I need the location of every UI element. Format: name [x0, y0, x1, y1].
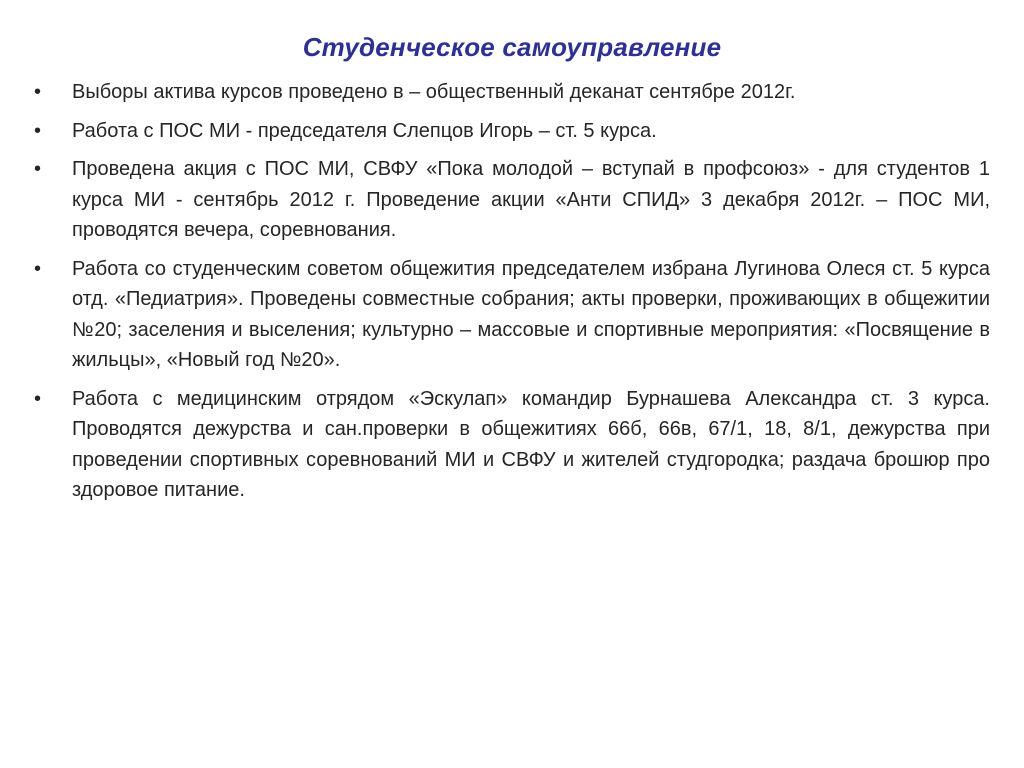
bullet-marker: •: [34, 119, 42, 142]
bullet-item: [34, 154, 990, 246]
bullet-text: Работа с медицинским отрядом «Эскулап» командир Бурнашева Александра ст. 3 курса. Проводятся дежурства и сан.проверки в общежитиях 66б, 66в, 67/1, 18, 8/1, дежурства при проведении спортивных соревнований МИ и СВФУ и жителей студгородка; раздача брошюр про здоровое питание.: [72, 387, 990, 501]
bullet-item: [34, 384, 990, 506]
slide-title: Студенческое самоуправление: [302, 32, 722, 62]
bullet-marker: •: [34, 81, 42, 103]
bullet-text: Проведена акция с ПОС МИ, СВФУ «Пока молодой – вступай в профсоюз» - для студентов 1 курса МИ - сентябрь 2012 г. Проведение акции «Анти СПИД» 3 декабря 2012г. – ПОС МИ, проводятся вечера, соревнования.: [72, 158, 990, 241]
bullet-item: [34, 116, 990, 147]
bullet-text: Выборы актива курсов проведено в – общественный деканат сентябре 2012г.: [72, 81, 796, 103]
bullet-marker: •: [34, 257, 42, 280]
bullet-text: Работа со студенческим советом общежития председателем избрана Лугинова Олеся ст. 5 курса отд. «Педиатрия». Проведены совместные собрания; акты проверки, проживающих в общежитии №20; заселения и выселения; культурно – массовые и спортивные мероприятия: «Посвящение в жильцы», «Новый год №20».: [72, 257, 990, 371]
bullet-list: [34, 77, 990, 506]
bullet-marker: •: [34, 158, 42, 180]
bullet-item: [34, 254, 990, 376]
bullet-item: [34, 77, 990, 108]
bullet-marker: •: [34, 387, 42, 410]
bullet-text: Работа с ПОС МИ - председателя Слепцов Игорь – ст. 5 курса.: [72, 119, 657, 142]
